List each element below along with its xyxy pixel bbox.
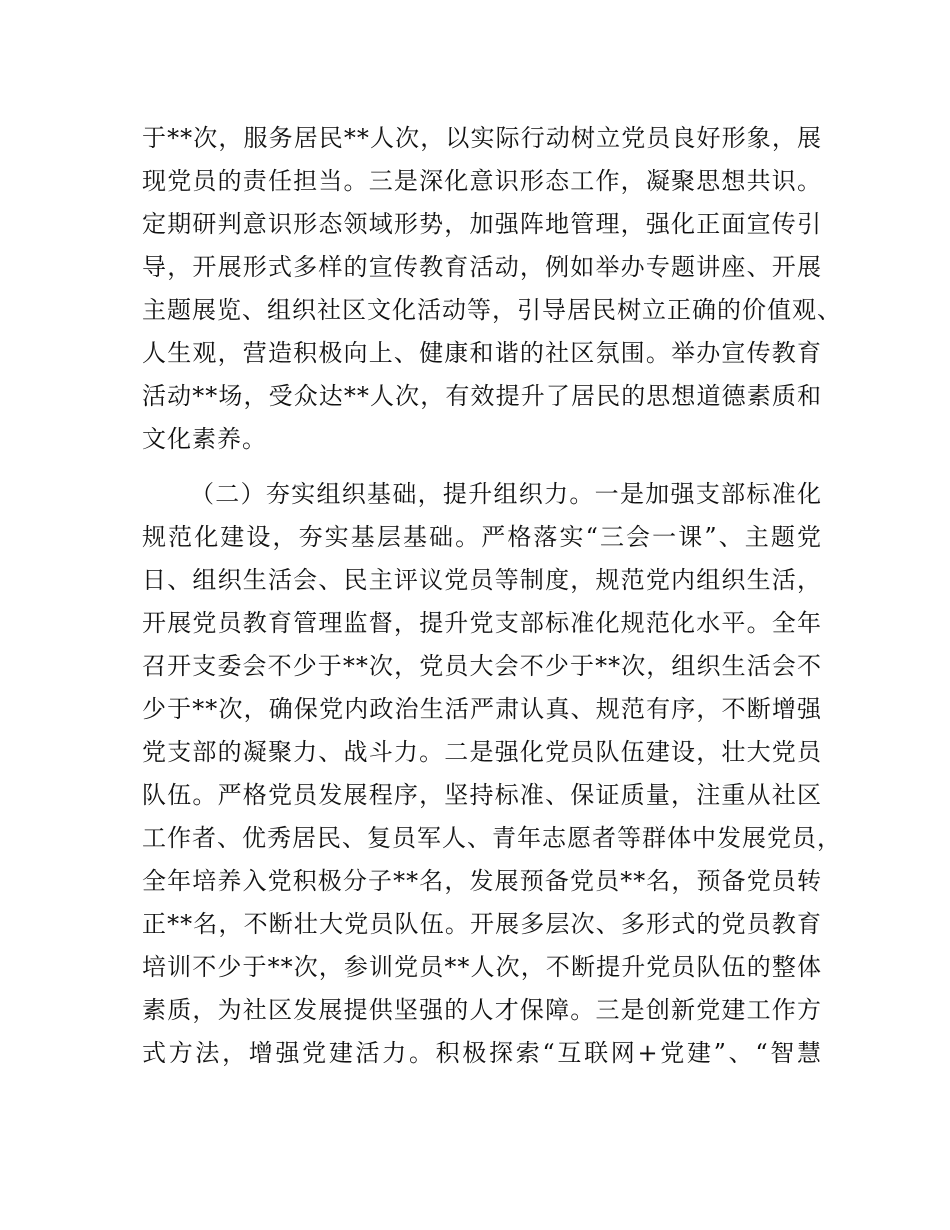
text-line: 少于**次，确保党内政治生活严肃认真、规范有序，不断增强 — [142, 695, 822, 723]
text-line: 式方法，增强党建活力。积极探索“互联网+党建”、“智慧 — [142, 1039, 822, 1067]
text-line: 日、组织生活会、民主评议党员等制度，规范党内组织生活， — [142, 566, 822, 594]
text-line: 定期研判意识形态领域形势，加强阵地管理，强化正面宣传引 — [142, 210, 822, 238]
text-line: 召开支委会不少于**次，党员大会不少于**次，组织生活会不 — [142, 652, 822, 680]
text-line: （二）夯实组织基础，提升组织力。一是加强支部标准化 — [190, 480, 822, 508]
text-line: 活动**场，受众达**人次，有效提升了居民的思想道德素质和 — [142, 382, 822, 410]
text-line: 现党员的责任担当。三是深化意识形态工作，凝聚思想共识。 — [142, 167, 822, 195]
text-line: 队伍。严格党员发展程序，坚持标准、保证质量，注重从社区 — [142, 781, 822, 809]
text-line: 文化素养。 — [142, 425, 267, 453]
text-line: 主题展览、组织社区文化活动等，引导居民树立正确的价值观、 — [142, 296, 842, 324]
text-line: 于**次，服务居民**人次，以实际行动树立党员良好形象，展 — [142, 124, 822, 152]
text-line: 正**名，不断壮大党员队伍。开展多层次、多形式的党员教育 — [142, 910, 822, 938]
text-line: 培训不少于**次，参训党员**人次，不断提升党员队伍的整体 — [142, 953, 822, 981]
text-line: 规范化建设，夯实基层基础。严格落实“三会一课”、主题党 — [142, 523, 822, 551]
text-line: 导，开展形式多样的宣传教育活动，例如举办专题讲座、开展 — [142, 253, 822, 281]
text-line: 开展党员教育管理监督，提升党支部标准化规范化水平。全年 — [142, 609, 822, 637]
text-line: 人生观，营造积极向上、健康和谐的社区氛围。举办宣传教育 — [142, 339, 822, 367]
text-line: 工作者、优秀居民、复员军人、青年志愿者等群体中发展党员， — [142, 824, 842, 852]
text-line: 全年培养入党积极分子**名，发展预备党员**名，预备党员转 — [142, 867, 822, 895]
text-line: 素质，为社区发展提供坚强的人才保障。三是创新党建工作方 — [142, 996, 822, 1024]
text-line: 党支部的凝聚力、战斗力。二是强化党员队伍建设，壮大党员 — [142, 738, 822, 766]
